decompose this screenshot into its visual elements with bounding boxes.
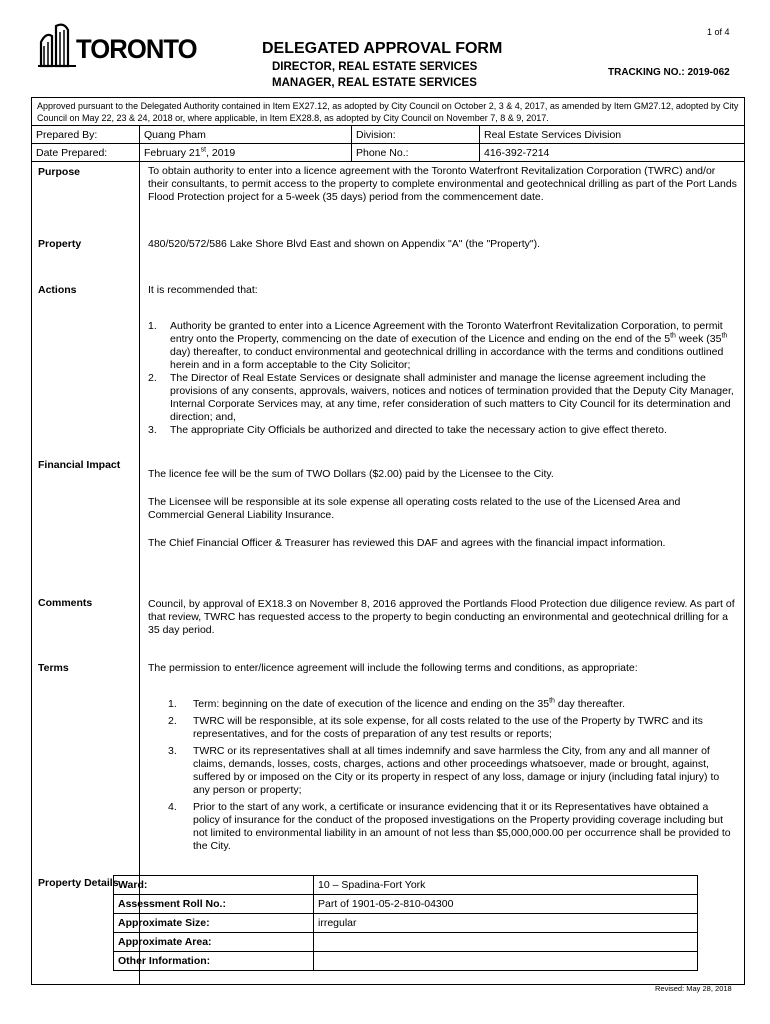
division-value: Real Estate Services Division — [480, 126, 745, 144]
terms-label: Terms — [38, 662, 69, 674]
date-value: February 21st, 2019 — [140, 144, 352, 162]
table-row: Assessment Roll No.: Part of 1901-05-2-810-04300 — [114, 895, 698, 914]
property-details-table — [113, 875, 698, 971]
revised-date: Revised: May 28, 2018 — [655, 984, 732, 993]
header-table — [31, 125, 745, 162]
list-item: 2. The Director of Real Estate Services or designate shall administer and manage the license agreement including the provisions of any consents, approvals, waivers, notices and notices of termination provided that the Deputy City Manager, Internal Corporate Services may, at any time, refer consideration of such matters to City Council for its determination and direction; and, — [148, 372, 734, 423]
subtitle-manager: MANAGER, REAL ESTATE SERVICES — [272, 77, 477, 89]
actions-intro: It is recommended that: — [148, 284, 258, 296]
form-title: DELEGATED APPROVAL FORM — [262, 40, 503, 57]
logo-wordmark: TORONTO — [76, 34, 197, 64]
subtitle-director: DIRECTOR, REAL ESTATE SERVICES — [272, 61, 478, 73]
date-label: Date Prepared: — [32, 144, 140, 162]
list-item: 4. Prior to the start of any work, a certificate or insurance evidencing that it or its Representatives have obtained a policy of insurance for the conduct of the proposed investigations on the Property providing coverage including but not limited to environmental liability in an amount of not less than $5,000,000.00 per occurrence shall be provided to the City. — [168, 801, 731, 852]
division-label: Division: — [352, 126, 480, 144]
actions-label: Actions — [38, 284, 77, 296]
property-text: 480/520/572/586 Lake Shore Blvd East and shown on Appendix "A" (the "Property"). — [148, 238, 540, 250]
terms-intro: The permission to enter/licence agreement will include the following terms and conditions, as appropriate: — [148, 662, 638, 674]
table-row: Ward: 10 – Spadina-Fort York — [114, 876, 698, 895]
actions-list — [148, 320, 742, 437]
purpose-text: To obtain authority to enter into a licence agreement with the Toronto Waterfront Revitalization Corporation (TWRC) and/or their consultants, to permit access to the property to complete environmental and geotechnical drilling as part of the Port Lands Flood Protection project for a 5-week (35 days) period from the commencement date. — [148, 165, 737, 203]
comments-label: Comments — [38, 597, 93, 609]
city-hall-icon — [38, 22, 80, 68]
page-number: 1 of 4 — [707, 27, 730, 37]
comments-text: Council, by approval of EX18.3 on November 8, 2016 approved the Portlands Flood Protection due diligence review. As part of that review, TWRC has requested access to the property to begin conducting an environmental and geotechnical drilling for a 35 day period. — [148, 598, 735, 636]
list-item: 3. TWRC or its representatives shall at all times indemnify and save harmless the City, from any and all manner of claims, demands, losses, costs, charges, actions and other proceedings whatsoever, made or brought, against, suffered by or imposed on the City or its property in respect of any loss, damage or injury (including fatal injury) to any person or property; — [168, 745, 720, 796]
terms-list — [168, 698, 738, 857]
prepared-by-value: Quang Pham — [140, 126, 352, 144]
purpose-label: Purpose — [38, 166, 81, 178]
toronto-logo — [38, 22, 197, 70]
list-item: 2. TWRC will be responsible, at its sole expense, for all costs related to the use of the Property by TWRC and its representatives, and for the costs of preparation of any test results or reports; — [168, 715, 703, 740]
phone-value: 416-392-7214 — [480, 144, 745, 162]
table-row: Approximate Size: irregular — [114, 914, 698, 933]
list-item: 1. Authority be granted to enter into a Licence Agreement with the Toronto Waterfront Revitalization Corporation, to permit entry onto the Property, commencing on the date of execution of the Licence and ending on the end of the 5th week (35th day) thereafter, to conduct environmental and geotechnical drilling in accordance with the terms and conditions outlined herein and in a form acceptable to the City Solicitor; — [148, 320, 728, 371]
property-label: Property — [38, 238, 82, 250]
list-item: 3. The appropriate City Officials be authorized and directed to take the necessary action to give effect thereto. — [148, 424, 667, 436]
prepared-by-label: Prepared By: — [32, 126, 140, 144]
financial-p2: The Licensee will be responsible at its sole expense all operating costs related to the use of the Licensed Area and Commercial General Liability Insurance. — [148, 496, 681, 521]
main-body — [31, 161, 745, 985]
phone-label: Phone No.: — [352, 144, 480, 162]
approval-statement: Approved pursuant to the Delegated Authority contained in Item EX27.12, as adopted by City Council on October 2, 3 & 4, 2017, as amended by Item GM27.12, adopted by City Council on May 22, 23 & 24, 2018 or, where applicable, in Item EX28.8, as adopted by City Council on November 7, 8 & 9, 2017. — [31, 97, 745, 125]
tracking-number: TRACKING NO.: 2019-062 — [608, 67, 730, 78]
table-row: Approximate Area: — [114, 933, 698, 952]
financial-p3: The Chief Financial Officer & Treasurer has reviewed this DAF and agrees with the financial impact information. — [148, 537, 666, 549]
table-row: Other Information: — [114, 952, 698, 971]
property-details-label: Property Details — [38, 877, 119, 889]
financial-label: Financial Impact — [38, 459, 121, 471]
list-item: 1. Term: beginning on the date of execution of the licence and ending on the 35th day thereafter. — [168, 697, 625, 710]
financial-p1: The licence fee will be the sum of TWO Dollars ($2.00) paid by the Licensee to the City. — [148, 468, 554, 480]
